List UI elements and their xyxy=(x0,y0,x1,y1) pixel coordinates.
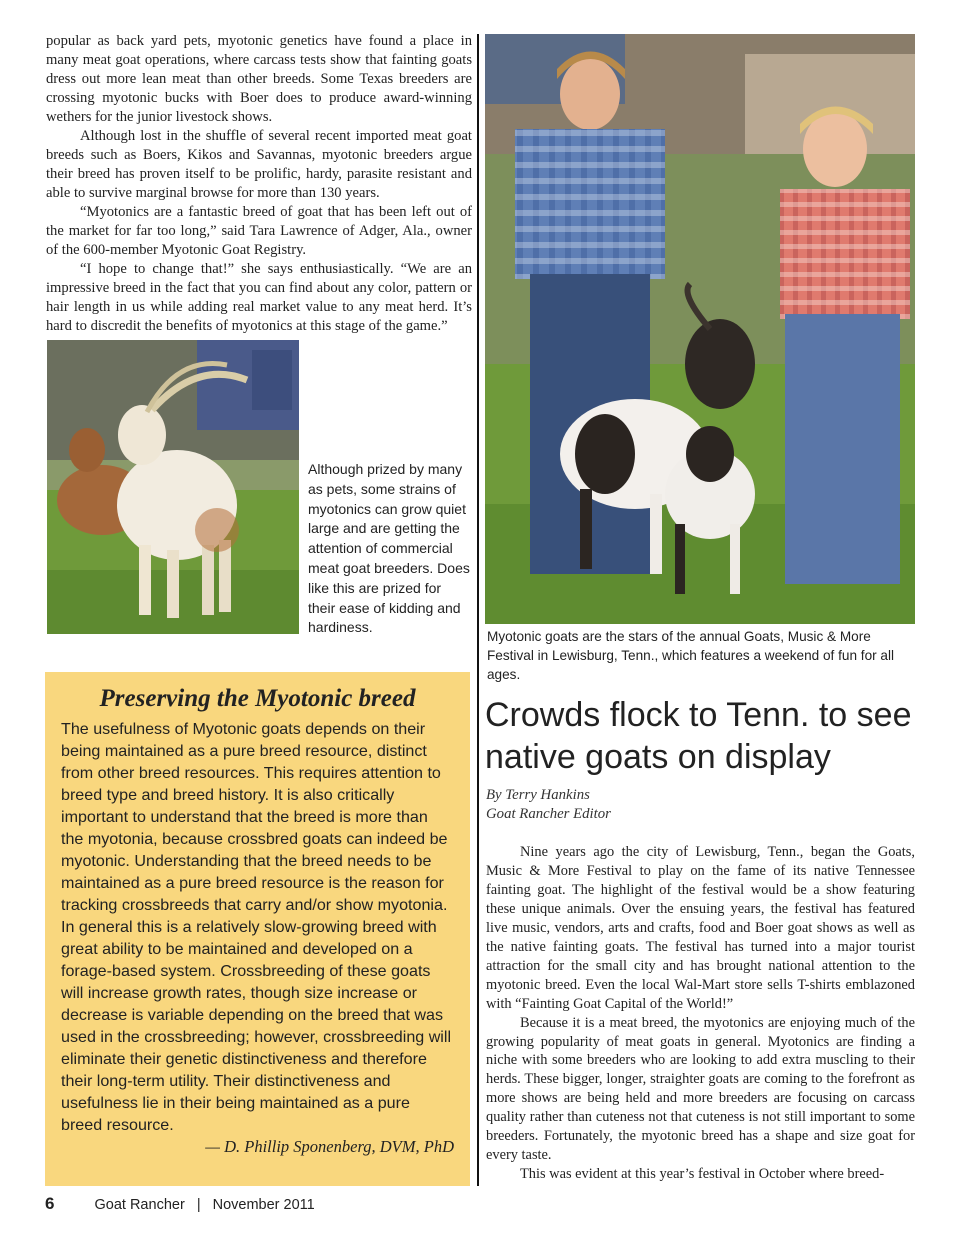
right-column-body xyxy=(486,843,915,1184)
preserving-breed-sidebar xyxy=(45,672,470,1186)
article-headline: Crowds flock to Tenn. to see native goats on display xyxy=(485,696,912,776)
byline xyxy=(486,786,611,824)
issue-date: November 2011 xyxy=(212,1197,315,1213)
left-column-body xyxy=(46,32,472,336)
sidebar-title: Preserving the Myotonic breed xyxy=(99,685,416,712)
right-paragraph-1: Nine years ago the city of Lewisburg, Tenn., began the Goats, Music & More Festival to play on the fame of its native Tennessee fainting goat. The highlight of the festival would be a show featuring these unique animals. Over the ensuing years, the festival has featured live music, vendors, arts and crafts, food and Boer goat shows as well as the native fainting goats. The festival has turned into a major tourist attraction for the small city and has brought national attention to the myotonic breed. Even the local Wal-Mart store sells T-shirts emblazoned with “Fainting Goat Capital of the World!” xyxy=(486,844,915,1012)
goat-doe-photo xyxy=(47,340,299,634)
column-divider xyxy=(477,34,479,1186)
footer-separator: | xyxy=(196,1197,201,1213)
sidebar-body: The usefulness of Myotonic goats depends on their being maintained as a pure breed resource, distinct from other breed resources. This requires attention to breed type and breed history. It is also critically important to understand that the breed is more than the myotonia, because crossbred goats can indeed be myotonic. Understanding that the breed needs to be maintained as a pure breed resource is the reason for tracking crossbreeds that carry and/or show myotonia. In general this is a relatively slow-growing breed with great ability to be maintained and developed on a forage-based system. Crossbreeding of these goats will increase growth rates, though size increase or decrease is variable depending on the breed that was used in the crossbreeding; however, crossbreeding will eliminate their genetic distinctiveness and therefore their long-term utility. Their distinctiveness and usefulness lie in their being maintained as a pure breed resource. xyxy=(61,720,452,1134)
right-paragraph-2: Because it is a meat breed, the myotonics are enjoying much of the growing popularity of meat goats in general. Myotonics are finding a niche with some breeders who are looking to add extra muscling to their herds. These bigger, longer, straighter goats are coming to the forefront as more shows are being held and more breeders are focusing on carcass quality rather than cuteness not that cuteness is not still important to some breeders. Fortunately, the myotonic breed has a shape and size goat for every taste. xyxy=(486,1014,915,1164)
sidebar-attribution: — D. Phillip Sponenberg, DVM, PhD xyxy=(205,1137,454,1156)
left-photo-caption: Although prized by many as pets, some strains of myotonics can grow quiet large and are getting the attention of commercial meat goat breeders. Does like this are prized for their ease of kidding and hardiness. xyxy=(308,461,470,636)
left-paragraph-4: “I hope to change that!” she says enthusiastically. “We are an impressive breed in the fact that you can find about any color, pattern or hair length in us while adding real market value to any meat herd. It’s hard to discredit the benefits of myotonics at this stage of the game.” xyxy=(46,261,472,334)
page-number: 6 xyxy=(45,1194,55,1213)
right-photo-caption: Myotonic goats are the stars of the annual Goats, Music & More Festival in Lewisburg, Tenn., which features a weekend of fun for all ages. xyxy=(487,629,895,682)
publication-name: Goat Rancher xyxy=(94,1197,185,1213)
left-paragraph-1: popular as back yard pets, myotonic genetics have found a place in many meat goat operations, where carcass tests show that fainting goats dress out more lean meat than other breeds. Some Texas breeders are crossing myotonic bucks with Boer does to produce award-winning wethers for the junior livestock shows. xyxy=(46,33,472,125)
byline-author: By Terry Hankins xyxy=(486,787,590,803)
right-paragraph-3: This was evident at this year’s festival in October where breed- xyxy=(520,1166,885,1183)
page-footer xyxy=(45,1194,315,1214)
byline-title: Goat Rancher Editor xyxy=(486,806,611,822)
festival-goats-photo xyxy=(485,34,915,624)
left-paragraph-2: Although lost in the shuffle of several recent imported meat goat breeds such as Boers, Kikos and Savannas, myotonic breeders argue their breed has proven itself to be prolific, hardy, parasite resistant and able to survive marginal browse for more than 130 years. xyxy=(46,128,472,201)
left-paragraph-3: “Myotonics are a fantastic breed of goat that has been left out of the market for far too long,” said Tara Lawrence of Adger, Ala., owner of the 600-member Myotonic Goat Registry. xyxy=(46,204,472,258)
